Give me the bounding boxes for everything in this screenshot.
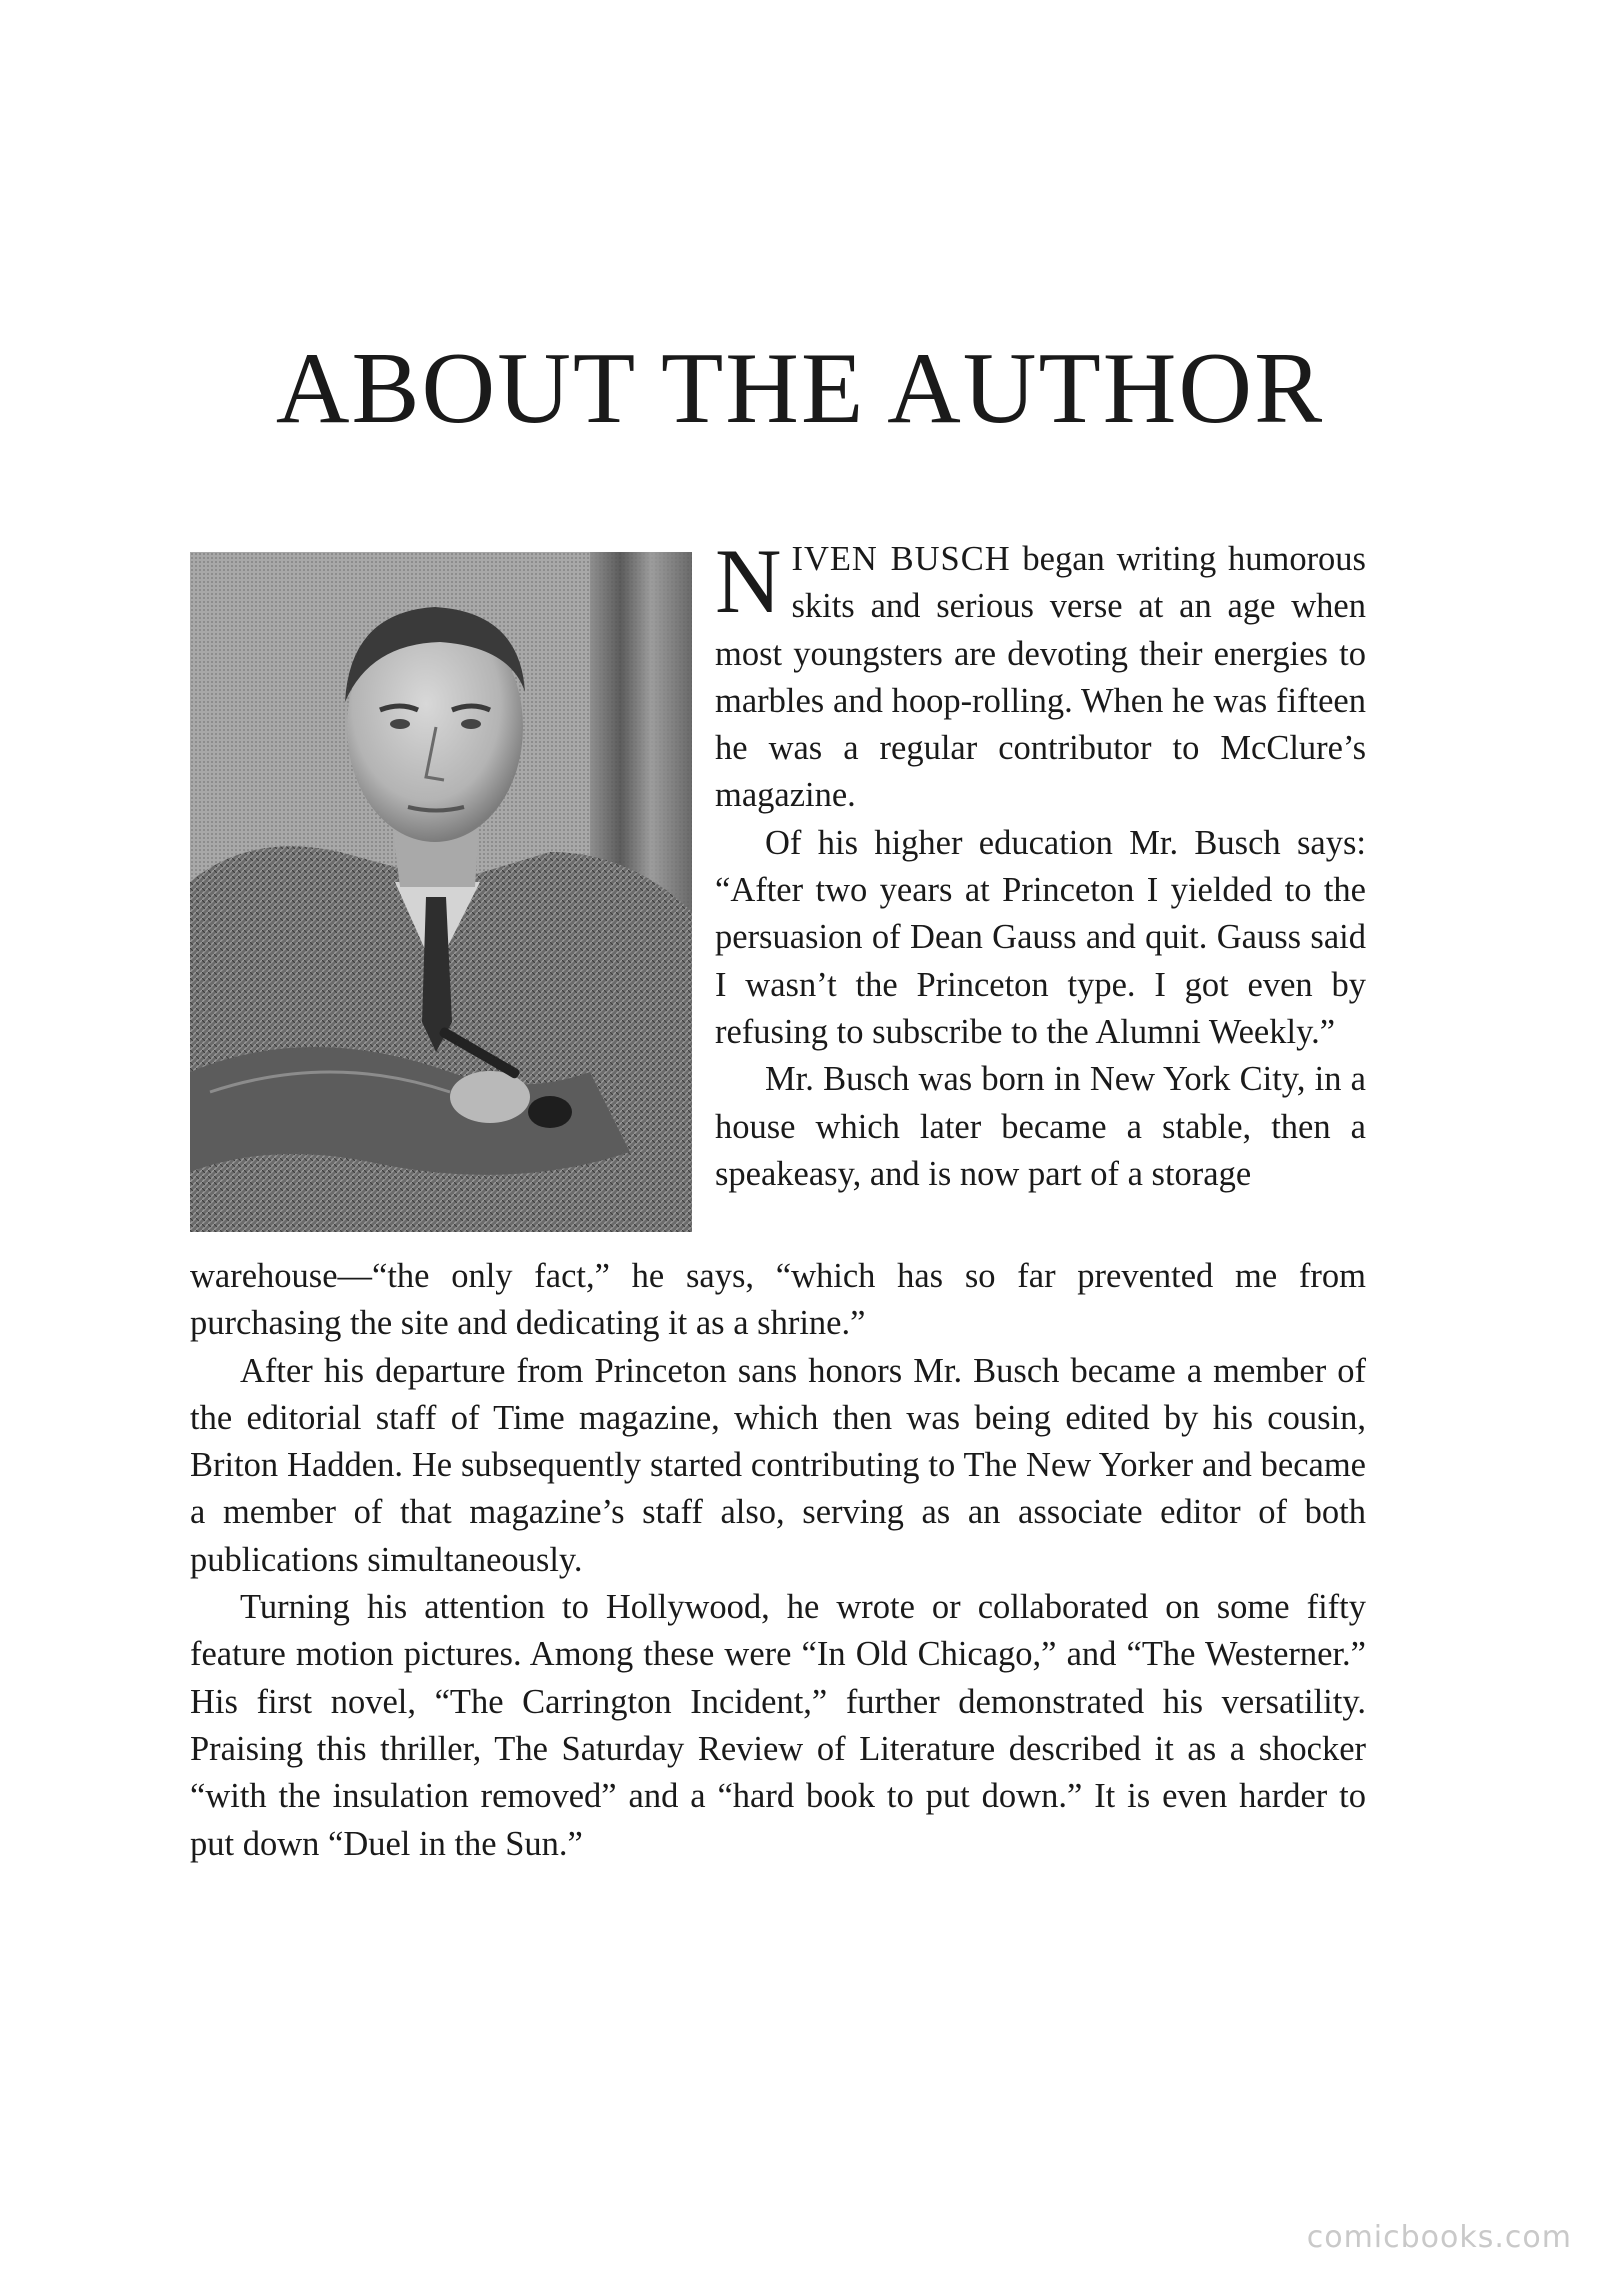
page-title: ABOUT THE AUTHOR [275, 332, 1325, 445]
bio-paragraph-1 [715, 530, 1366, 820]
author-photo [190, 552, 692, 1232]
bio-paragraph-3-start: Mr. Busch was born in New York City, in a house which later became a stable, then a speakeasy, and is now part of a storage [715, 1060, 1366, 1193]
bio-paragraph-4: After his departure from Princeton sans honors Mr. Busch became a member of the editorial staff of Time magazine, which then was being edited by his cousin, Briton Hadden. He subsequently started contributing to The New Yorker and became a member of that magazine’s staff also, serving as an associate editor of both publications simultaneously. [190, 1351, 1366, 1579]
bio-paragraph-2: Of his higher education Mr. Busch says: “After two years at Princeton I yielded to the persuasion of Dean Gauss and quit. Gauss said I wasn’t the Princeton type. I got even by refusing to subscribe to the Alumni Weekly.” [715, 823, 1366, 1051]
author-name-lead: IVEN BUSCH [791, 540, 1011, 578]
bio-paragraph-3-end: warehouse—“the only fact,” he says, “which has so far prevented me from purchasing the site and dedicating it as a shrine.” [190, 1257, 1366, 1343]
bio-paragraph-5: Turning his attention to Hollywood, he wrote or collaborated on some fifty feature motion pictures. Among these were “In Old Chicago,” and “The Westerner.” His first novel, “The Carrington Incident,” further demonstrated his versatility. Praising this thriller, The Saturday Review of Literature described it as a shocker “with the insulation removed” and a “hard book to put down.” It is even harder to put down “Duel in the Sun.” [190, 1588, 1366, 1863]
watermark: comicbooks.com [1306, 2220, 1572, 2255]
bio-paragraph-1-text: began writing humorous skits and serious verse at an age when most youngsters are devoting their energies to marbles and hoop-rolling. When he was fifteen he was a regular contributor to McClure’s magazine. [715, 540, 1366, 815]
bio-full-width [190, 1253, 1366, 1868]
bio-wrap-column [715, 530, 1366, 1198]
drop-cap: N [715, 530, 782, 632]
